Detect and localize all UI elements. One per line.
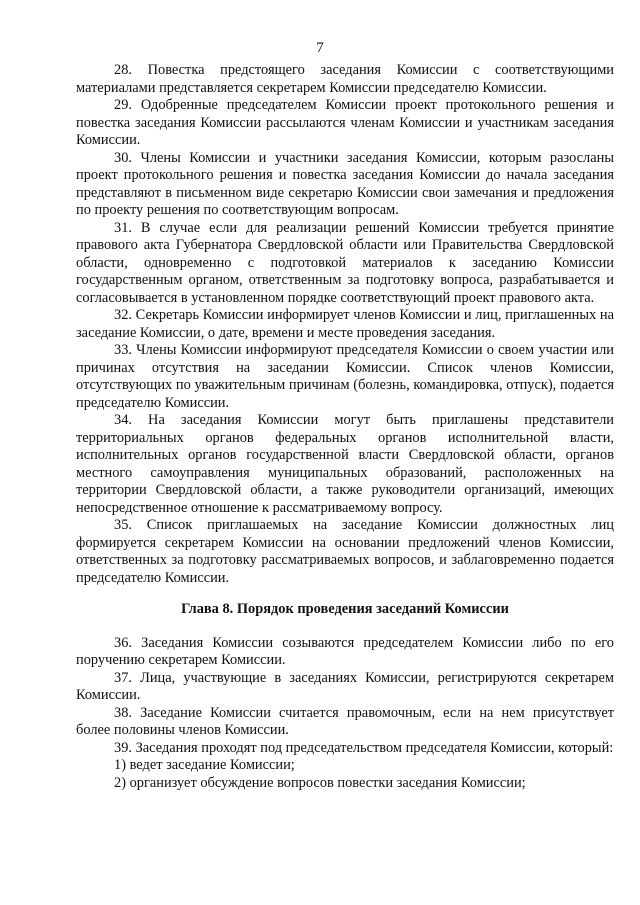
paragraph-34: 34. На заседания Комиссии могут быть приглашены представители территориальных органов федеральных органов исполнительной власти, исполнительных органов государственной власти Свердловской области, органов местного самоуправления муниципальных образований, расположенных на территории Свердловской области, а также руководители организаций, имеющих непосредственное отношение к рассматриваемому вопросу.: [76, 412, 614, 516]
paragraph-37: 37. Лица, участвующие в заседаниях Комиссии, регистрируются секретарем Комиссии.: [76, 669, 614, 703]
paragraph-33: 33. Члены Комиссии информируют председателя Комиссии о своем участии или причинах отсутствия на заседании Комиссии. Список членов Комиссии, отсутствующих по уважительным причинам (болезнь, командировка, отпуск), подается председателю Комиссии.: [76, 342, 614, 411]
paragraph-35: 35. Список приглашаемых на заседание Комиссии должностных лиц формируется секретарем Комиссии на основании предложений членов Комиссии, ответственных за подготовку рассматриваемых вопросов, и заблаговременно подается председателю Комиссии.: [76, 517, 614, 586]
document-body: [76, 62, 614, 792]
paragraph-38: 38. Заседание Комиссии считается правомочным, если на нем присутствует более половины членов Комиссии.: [76, 704, 614, 738]
paragraph-28: 28. Повестка предстоящего заседания Комиссии с соответствующими материалами представляется секретарем Комиссии председателю Комиссии.: [76, 62, 614, 96]
paragraph-36: 36. Заседания Комиссии созываются председателем Комиссии либо по его поручению секретарем Комиссии.: [76, 634, 614, 668]
paragraph-31: 31. В случае если для реализации решений Комиссии требуется принятие правового акта Губернатора Свердловской области или Правительства Свердловской области, одновременно с подготовкой материалов к заседанию Комиссии государственным органом, ответственным за подготовку вопроса, разрабатывается и согласовывается в установленном порядке соответствующий проект правового акта.: [76, 219, 614, 306]
paragraph-39: 39. Заседания проходят под председательством председателя Комиссии, который:: [114, 739, 614, 756]
paragraph-29: 29. Одобренные председателем Комиссии проект протокольного решения и повестка заседания Комиссии рассылаются членам Комиссии и участникам заседания Комиссии.: [76, 97, 614, 148]
list-item-2: 2) организует обсуждение вопросов повестки заседания Комиссии;: [114, 774, 526, 791]
paragraph-32: 32. Секретарь Комиссии информирует членов Комиссии и лиц, приглашенных на заседание Комиссии, о дате, времени и месте проведения заседания.: [76, 307, 614, 341]
chapter-heading: Глава 8. Порядок проведения заседаний Комиссии: [181, 601, 509, 617]
paragraph-30: 30. Члены Комиссии и участники заседания Комиссии, которым разосланы проект протокольного решения и повестка заседания Комиссии до начала заседания представляют в письменном виде секретарю Комиссии свои замечания и предложения по проекту решения по соответствующим вопросам.: [76, 149, 614, 218]
list-item-1: 1) ведет заседание Комиссии;: [114, 757, 295, 773]
page-number: 7: [316, 40, 324, 56]
